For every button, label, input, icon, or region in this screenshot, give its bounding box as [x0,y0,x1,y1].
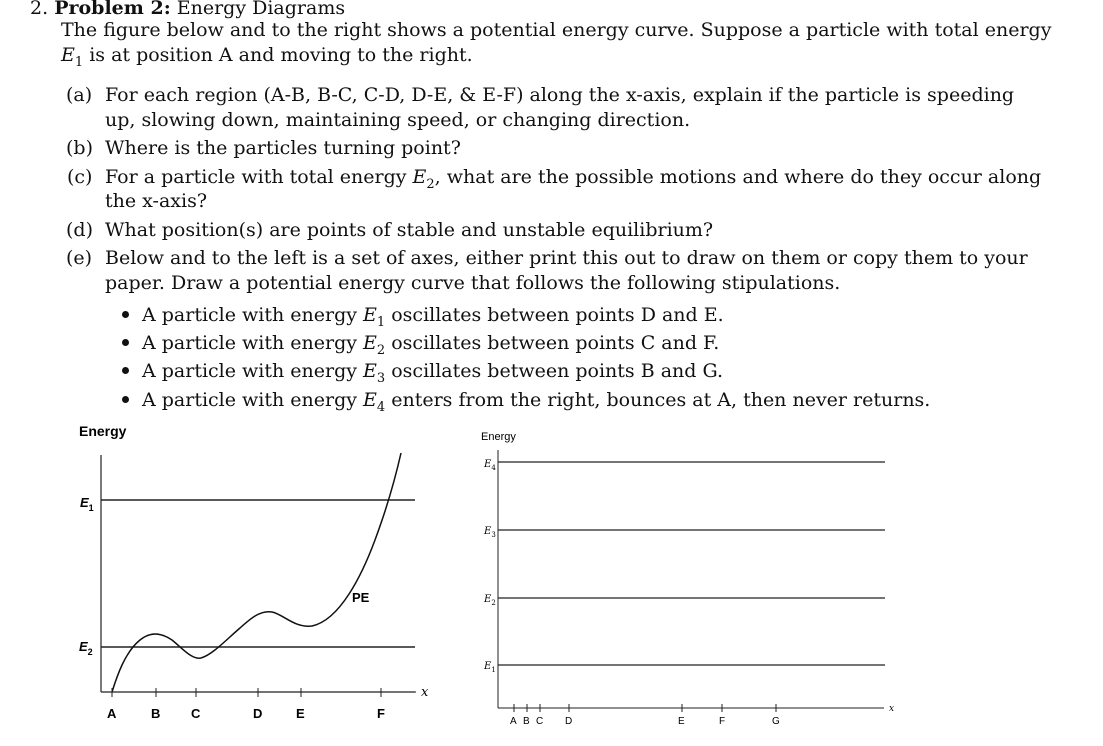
part-e-line-1: Below and to the left is a set of axes, either print this out to draw on them or copy them to your [105,247,1028,269]
left-x-axis-label: x [421,685,429,700]
left-e2-label: $E_2$ [79,639,93,657]
pe-curve-label: PE [352,590,370,605]
left-y-axis-label: Energy [79,423,127,439]
part-e-line-2: paper. Draw a potential energy curve that follows the following stipulations. [105,272,841,294]
part-e-label: (e) [66,247,93,269]
left-potential-energy-diagram [79,423,429,721]
right-tick-label-d: D [565,716,573,727]
bullet-item: A particle with energy $E_4$ enters from the right, bounces at A, then never returns. [122,388,930,420]
part-b-label: (b) [66,137,93,159]
problem-title-bold: Problem 2: [54,0,171,19]
part-d-line-1: What position(s) are points of stable and unstable equilibrium? [105,219,714,241]
right-e3-label: $E_3$ [484,526,496,539]
right-tick-label-b: B [523,716,530,727]
bullet-item: A particle with energy $E_3$ oscillates between points B and G. [122,359,723,391]
bullet-item: A particle with energy $E_1$ oscillates between points D and E. [122,303,724,335]
left-tick-label-c: C [191,706,201,721]
intro-line-2: $E_1$ is at position A and moving to the right. [61,44,473,70]
left-tick-label-f: F [377,706,385,721]
intro-line-1: The figure below and to the right shows a potential energy curve. Suppose a particle with total energy [61,19,1052,41]
right-tick-label-g: G [772,716,780,727]
part-a-label: (a) [66,84,93,106]
right-x-axis-label: x [889,704,895,714]
right-tick-label-e: E [678,716,685,727]
right-tick-label-c: C [536,716,544,727]
right-tick-label-a: A [510,716,517,727]
left-tick-label-a: A [107,706,117,721]
right-e2-label: $E_2$ [484,594,496,607]
right-blank-energy-axes [481,431,894,727]
part-b-line-1: Where is the particles turning point? [105,137,461,159]
left-tick-label-b: B [151,706,161,721]
part-c-line-2: the x-axis? [105,190,208,212]
left-e1-label: $E_1$ [80,495,94,513]
problem-title-rest: Energy Diagrams [176,0,346,19]
problem-number: 2. [30,0,49,19]
right-e4-label: $E_4$ [484,459,496,472]
bullet-item: A particle with energy $E_2$ oscillates between points C and F. [122,331,719,363]
part-d-label: (d) [66,219,93,241]
right-e1-label: $E_1$ [484,661,496,674]
part-a-line-2: up, slowing down, maintaining speed, or changing direction. [105,109,691,131]
right-y-axis-label: Energy [481,431,516,443]
left-tick-label-e: E [296,706,305,721]
left-tick-label-d: D [253,706,263,721]
part-c-label: (c) [67,166,93,188]
right-tick-label-f: F [719,716,726,727]
part-a-line-1: For each region (A-B, B-C, C-D, D-E, & E-F) along the x-axis, explain if the particle is speeding [105,84,1015,106]
part-c-line-1: For a particle with total energy $E_2$, what are the possible motions and where do they occur along [105,166,1042,192]
potential-energy-curve [112,453,401,692]
